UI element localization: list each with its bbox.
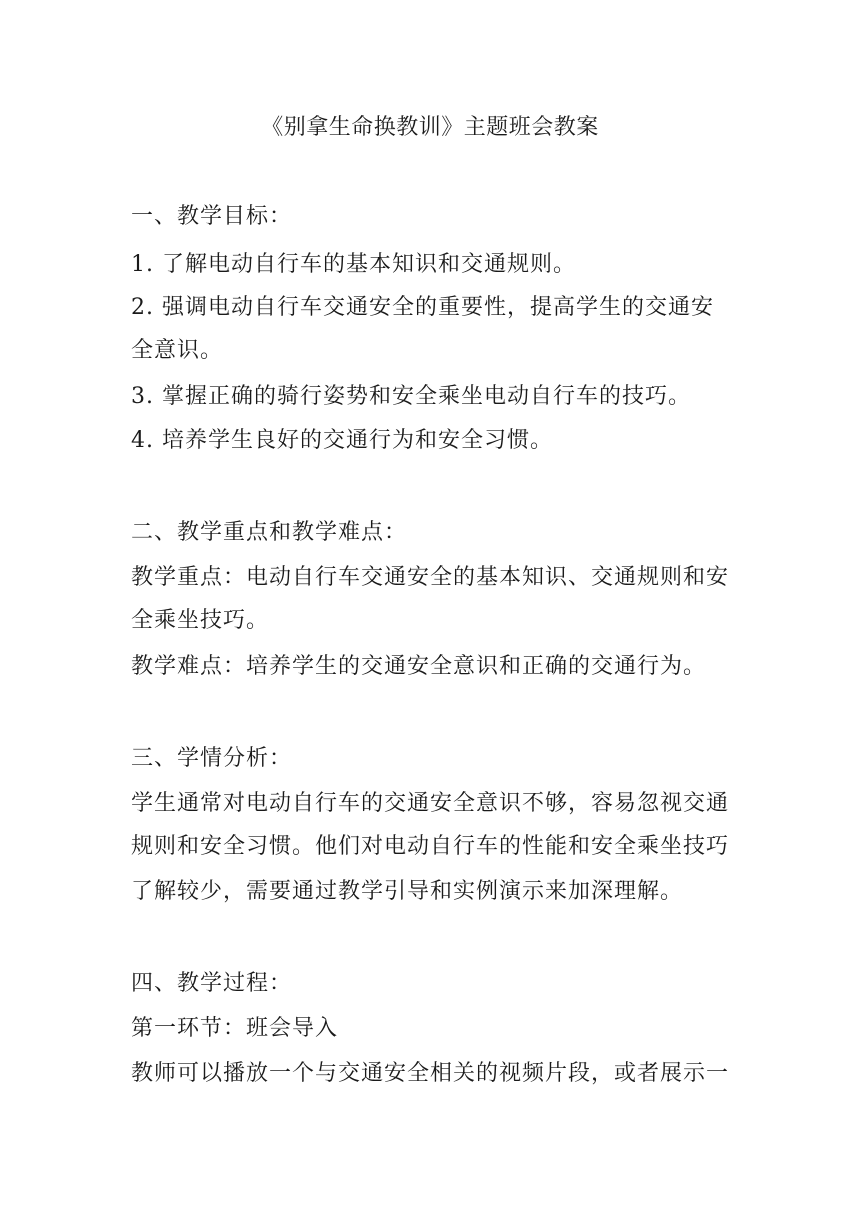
process-step-1-heading: 第一环节：班会导入 bbox=[131, 1016, 339, 1041]
process-step-1-text: 教师可以播放一个与交通安全相关的视频片段，或者展示一 bbox=[131, 1061, 730, 1086]
section-heading-key-points: 二、教学重点和教学难点： bbox=[131, 520, 408, 545]
difficulty-text: 教学难点：培养学生的交通安全意识和正确的交通行为。 bbox=[131, 654, 707, 679]
key-point-text-cont: 全乘坐技巧。 bbox=[131, 608, 270, 633]
analysis-line-1: 学生通常对电动自行车的交通安全意识不够，容易忽视交通 bbox=[131, 791, 730, 816]
section-heading-process: 四、教学过程： bbox=[131, 971, 293, 996]
analysis-line-2: 规则和安全习惯。他们对电动自行车的性能和安全乘坐技巧 bbox=[131, 834, 730, 859]
key-point-text: 教学重点：电动自行车交通安全的基本知识、交通规则和安 bbox=[131, 565, 730, 590]
objective-item-2-cont: 全意识。 bbox=[131, 338, 224, 363]
objective-item-4: 4. 培养学生良好的交通行为和安全习惯。 bbox=[131, 428, 553, 453]
objective-item-2: 2. 强调电动自行车交通安全的重要性，提高学生的交通安 bbox=[131, 295, 714, 320]
section-heading-analysis: 三、学情分析： bbox=[131, 746, 293, 771]
objective-item-1: 1. 了解电动自行车的基本知识和交通规则。 bbox=[131, 252, 576, 277]
objective-item-3: 3. 掌握正确的骑行姿势和安全乘坐电动自行车的技巧。 bbox=[131, 384, 691, 409]
section-heading-objectives: 一、教学目标： bbox=[131, 204, 293, 229]
document-title: 《别拿生命换教训》主题班会教案 bbox=[261, 115, 599, 140]
analysis-line-3: 了解较少，需要通过教学引导和实例演示来加深理解。 bbox=[131, 879, 684, 904]
